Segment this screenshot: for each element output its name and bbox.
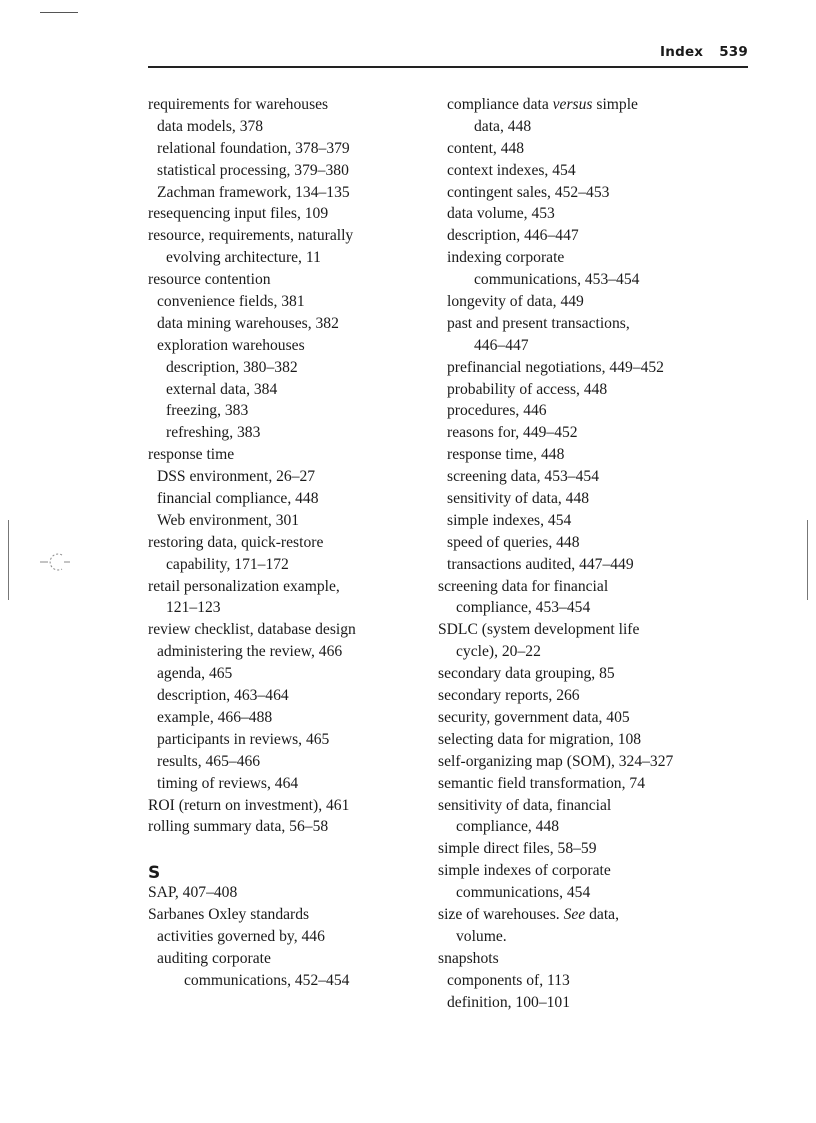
index-entry-text: example, 466–488: [157, 708, 273, 726]
index-entry-text: data,: [585, 905, 619, 923]
index-subentry: [438, 641, 738, 663]
index-entry-text: requirements for warehouses: [148, 96, 329, 113]
index-subentry: [438, 313, 738, 335]
index-entry-text: secondary reports, 266: [438, 687, 580, 705]
index-entry-text: relational foundation, 378–379: [157, 139, 350, 157]
index-subentry: [438, 400, 738, 422]
index-entry-text: simple indexes, 454: [447, 511, 572, 529]
index-entry: [148, 795, 418, 817]
index-entry-text: communications, 453–454: [474, 271, 640, 289]
index-entry-text: probability of access, 448: [447, 380, 608, 398]
index-entry-text: communications, 452–454: [184, 971, 350, 989]
crop-mark-left: [8, 520, 9, 600]
index-subentry: [148, 182, 418, 204]
index-subentry: [148, 291, 418, 313]
index-entry-text: DSS environment, 26–27: [157, 468, 316, 486]
index-subentry: [438, 138, 738, 160]
registration-mark-icon: [40, 551, 70, 573]
index-entry-text: longevity of data, 449: [447, 293, 584, 311]
index-entry-text: snapshots: [438, 949, 499, 967]
index-entry-text: evolving architecture, 11: [166, 249, 321, 267]
index-entry-text: volume.: [456, 927, 507, 945]
index-entry-text: sensitivity of data, 448: [447, 490, 590, 508]
index-entry-text: compliance, 453–454: [456, 599, 591, 617]
index-entry-text: 121–123: [166, 599, 221, 617]
index-subentry: [148, 663, 418, 685]
index-entry-italic-text: versus: [552, 96, 593, 113]
top-left-rule: [40, 12, 78, 13]
index-entry: [438, 751, 738, 773]
index-subentry: [148, 685, 418, 707]
index-entry-text: transactions audited, 447–449: [447, 555, 634, 573]
index-entry-text: results, 465–466: [157, 752, 261, 770]
index-entry-text: external data, 384: [166, 380, 278, 398]
index-subentry: [148, 707, 418, 729]
index-entry: [438, 838, 738, 860]
index-subentry: [148, 160, 418, 182]
index-subentry: [148, 357, 418, 379]
index-subentry: [148, 729, 418, 751]
index-entry-text: past and present transactions,: [447, 314, 630, 332]
index-subentry: [438, 926, 738, 948]
index-subentry: [148, 400, 418, 422]
index-entry-text: indexing corporate: [447, 249, 565, 267]
index-subentry: [438, 291, 738, 313]
index-entry: [438, 685, 738, 707]
index-entry-text: prefinancial negotiations, 449–452: [447, 358, 664, 376]
index-entry: [148, 576, 418, 598]
index-entry-text: compliance, 448: [456, 818, 560, 836]
index-entry-text: contingent sales, 452–453: [447, 183, 610, 201]
index-entry-text: screening data for financial: [438, 577, 609, 595]
index-entry-text: definition, 100–101: [447, 993, 571, 1011]
index-subentry: [438, 816, 738, 838]
index-entry-text: data models, 378: [157, 117, 264, 135]
index-entry-text: resequencing input files, 109: [148, 205, 329, 223]
index-subentry: [148, 488, 418, 510]
index-entry-italic-text: See: [563, 905, 586, 923]
index-entry: [438, 948, 738, 970]
index-subentry: [148, 466, 418, 488]
index-entry-text: agenda, 465: [157, 665, 233, 683]
index-entry-text: 446–447: [474, 336, 529, 354]
index-subentry: [148, 554, 418, 576]
index-entry-text: Sarbanes Oxley standards: [148, 905, 310, 923]
index-subentry: [148, 597, 418, 619]
index-entry: [148, 619, 418, 641]
crop-mark-right: [807, 520, 808, 600]
index-subentry: [438, 357, 738, 379]
index-entry-text: SDLC (system development life: [438, 621, 640, 639]
index-entry-text: content, 448: [447, 139, 525, 157]
index-entry: [148, 444, 418, 466]
index-entry-text: sensitivity of data, financial: [438, 796, 612, 814]
index-entry: [438, 860, 738, 882]
index-entry: [148, 269, 418, 291]
index-subentry: [438, 225, 738, 247]
index-subentry: [148, 948, 418, 970]
index-entry: [438, 663, 738, 685]
index-entry-text: convenience fields, 381: [157, 293, 305, 311]
index-entry: [148, 816, 418, 838]
index-subentry: [438, 554, 738, 576]
index-entry: [148, 94, 418, 116]
index-entry-text: description, 463–464: [157, 687, 289, 705]
index-entry-text: response time, 448: [447, 446, 565, 464]
index-subentry: [148, 970, 418, 992]
index-subentry: [148, 773, 418, 795]
index-entry-text: retail personalization example,: [148, 577, 340, 595]
index-entry-text: freezing, 383: [166, 402, 249, 420]
index-entry-text: semantic field transformation, 74: [438, 774, 645, 792]
index-entry-text: administering the review, 466: [157, 643, 343, 661]
index-subentry: [148, 422, 418, 444]
index-entry-text: cycle), 20–22: [456, 643, 541, 661]
index-entry: [148, 532, 418, 554]
index-subentry: [438, 335, 738, 357]
index-entry-text: procedures, 446: [447, 402, 547, 420]
index-entry-text: description, 446–447: [447, 227, 579, 245]
index-subentry: [438, 160, 738, 182]
index-entry-text: activities governed by, 446: [157, 927, 325, 945]
index-entry: [438, 619, 738, 641]
index-entry-text: timing of reviews, 464: [157, 774, 299, 792]
index-subentry: [438, 379, 738, 401]
index-subentry: [438, 203, 738, 225]
index-entry-text: resource, requirements, naturally: [148, 227, 354, 245]
index-subentry: [148, 138, 418, 160]
index-subentry: [148, 247, 418, 269]
index-entry-text: security, government data, 405: [438, 708, 630, 726]
index-entry-text: secondary data grouping, 85: [438, 665, 615, 683]
index-entry: [148, 904, 418, 926]
index-subentry: [438, 444, 738, 466]
index-subentry: [148, 335, 418, 357]
index-entry: [438, 707, 738, 729]
index-subentry: [148, 510, 418, 532]
section-gap: [148, 838, 418, 860]
index-entry-text: communications, 454: [456, 884, 591, 902]
index-entry: [438, 795, 738, 817]
index-entry: [148, 882, 418, 904]
index-subentry: [148, 641, 418, 663]
index-subentry: [438, 992, 738, 1014]
index-entry-text: speed of queries, 448: [447, 533, 580, 551]
index-entry-text: Zachman framework, 134–135: [157, 183, 350, 201]
index-entry-text: compliance data: [447, 96, 553, 113]
index-subentry: [438, 510, 738, 532]
index-subentry: [148, 313, 418, 335]
index-subentry: [438, 488, 738, 510]
index-entry-text: resource contention: [148, 271, 271, 289]
page-number: 539: [719, 44, 748, 60]
index-entry-text: response time: [148, 446, 235, 464]
index-subentry: [438, 466, 738, 488]
section-letter: S: [148, 863, 161, 884]
index-entry-text: financial compliance, 448: [157, 490, 319, 508]
index-entry-text: Web environment, 301: [157, 511, 300, 529]
index-entry: [438, 729, 738, 751]
index-subentry: [438, 182, 738, 204]
index-subentry: [148, 116, 418, 138]
index-entry-text: statistical processing, 379–380: [157, 161, 349, 179]
index-entry-text: simple: [592, 96, 638, 113]
index-subentry: [438, 94, 738, 116]
index-subentry: [148, 379, 418, 401]
index-subentry: [438, 422, 738, 444]
index-entry-text: ROI (return on investment), 461: [148, 796, 350, 814]
index-entry-text: description, 380–382: [166, 358, 298, 376]
index-subentry: [438, 882, 738, 904]
index-entry-text: participants in reviews, 465: [157, 730, 330, 748]
index-entry-text: data, 448: [474, 117, 532, 135]
index-entry-text: simple direct files, 58–59: [438, 840, 597, 858]
index-column-left: [148, 94, 418, 992]
index-entry-text: screening data, 453–454: [447, 468, 599, 486]
index-entry: [438, 576, 738, 598]
index-entry-text: rolling summary data, 56–58: [148, 818, 329, 836]
index-entry-text: exploration warehouses: [157, 336, 305, 354]
index-subentry: [438, 269, 738, 291]
index-entry-text: components of, 113: [447, 971, 570, 989]
running-head-section: Index: [660, 44, 704, 60]
index-entry-text: restoring data, quick-restore: [148, 533, 324, 551]
index-entry-text: simple indexes of corporate: [438, 862, 611, 880]
header-rule: [148, 66, 748, 68]
index-entry-text: size of warehouses.: [438, 905, 564, 923]
index-entry-text: self-organizing map (SOM), 324–327: [438, 752, 674, 770]
index-entry: [438, 904, 738, 926]
index-subentry: [438, 532, 738, 554]
index-entry: [438, 773, 738, 795]
index-subentry: [438, 116, 738, 138]
index-subentry: [148, 926, 418, 948]
index-column-right: [438, 94, 738, 1013]
index-entry: [148, 203, 418, 225]
index-entry-text: SAP, 407–408: [148, 884, 238, 902]
index-subentry: [438, 597, 738, 619]
index-entry-text: refreshing, 383: [166, 424, 261, 442]
index-entry-text: context indexes, 454: [447, 161, 576, 179]
index-entry-text: capability, 171–172: [166, 555, 289, 573]
index-entry-text: data mining warehouses, 382: [157, 314, 339, 332]
index-subentry: [148, 751, 418, 773]
running-head: [148, 44, 748, 64]
index-subentry: [438, 247, 738, 269]
index-subentry: [438, 970, 738, 992]
index-entry-text: selecting data for migration, 108: [438, 730, 642, 748]
index-entry-text: data volume, 453: [447, 205, 555, 223]
index-entry-text: review checklist, database design: [148, 621, 356, 639]
index-entry-text: reasons for, 449–452: [447, 424, 578, 442]
index-entry: [148, 225, 418, 247]
index-entry-text: auditing corporate: [157, 949, 271, 967]
